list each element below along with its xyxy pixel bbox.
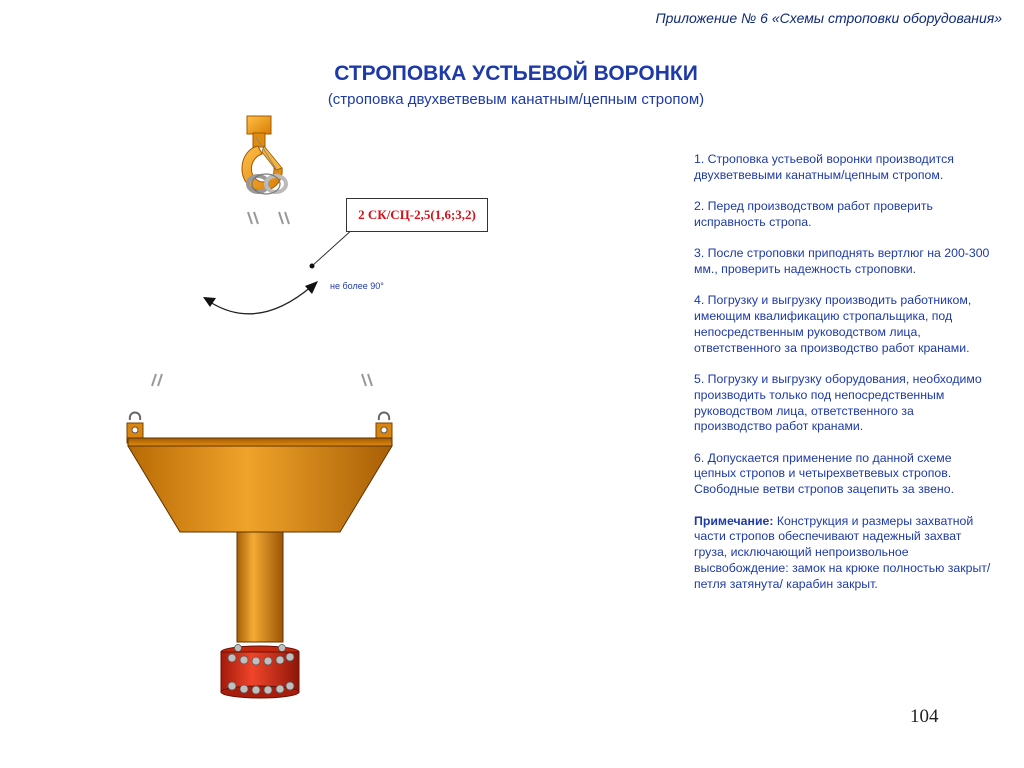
sling-break-marks-bottom: [152, 374, 372, 386]
sling-label: 2 СК/СЦ-2,5(1,6;3,2): [358, 207, 476, 222]
page-title-text: СТРОПОВКА УСТЬЕВОЙ ВОРОНКИ: [334, 62, 698, 85]
page-subtitle-text: (строповка двухветвевым канатным/цепным стропом): [327, 91, 705, 108]
note-label: Примечание:: [694, 513, 774, 528]
sling-label-dot: [310, 264, 315, 269]
instruction-item: 6. Допускается применение по данной схеме цепных стропов и четырехветвевых стропов. Свободные ветви стропов зацепить за звено.: [694, 450, 954, 497]
page-number: 104: [910, 706, 939, 727]
sling-label-leader: [312, 228, 354, 266]
wellhead-funnel: [128, 438, 392, 642]
instruction-item: 1. Строповка устьевой воронки производится двухветвевыми канатным/цепным стропом.: [694, 152, 954, 182]
angle-note: не более 90°: [330, 281, 384, 291]
instruction-item: 4. Погрузку и выгрузку производить работником, имеющим квалификацию стропальщика, под непосредственным руководством лица, ответственного за производство работ кранами.: [694, 293, 972, 355]
instruction-item: 3. После строповки приподнять вертлюг на 200-300 мм., проверить надежность строповки.: [694, 246, 990, 276]
angle-arc-icon: [203, 281, 318, 314]
instructions-list: [694, 152, 994, 608]
note-paragraph: [694, 514, 994, 593]
instruction-item: 2. Перед производством работ проверить исправность стропа.: [694, 199, 933, 229]
appendix-header: Приложение № 6 «Схемы строповки оборудования»: [655, 10, 1002, 26]
sling-break-marks-top: [248, 212, 289, 224]
flange: [221, 645, 299, 699]
instruction-item: 5. Погрузку и выгрузку оборудования, необходимо производить только под непосредственным руководством лица, ответственного за производство работ кранами.: [694, 371, 982, 434]
note-text: Конструкция и размеры захватной части стропов обеспечивают надежный захват груза, исключающий непроизвольное высвобождение: замок на крюке полностью закрыт/ петля затянута/ карабин закрыт.: [694, 513, 991, 591]
sling-label-box: [346, 198, 488, 232]
